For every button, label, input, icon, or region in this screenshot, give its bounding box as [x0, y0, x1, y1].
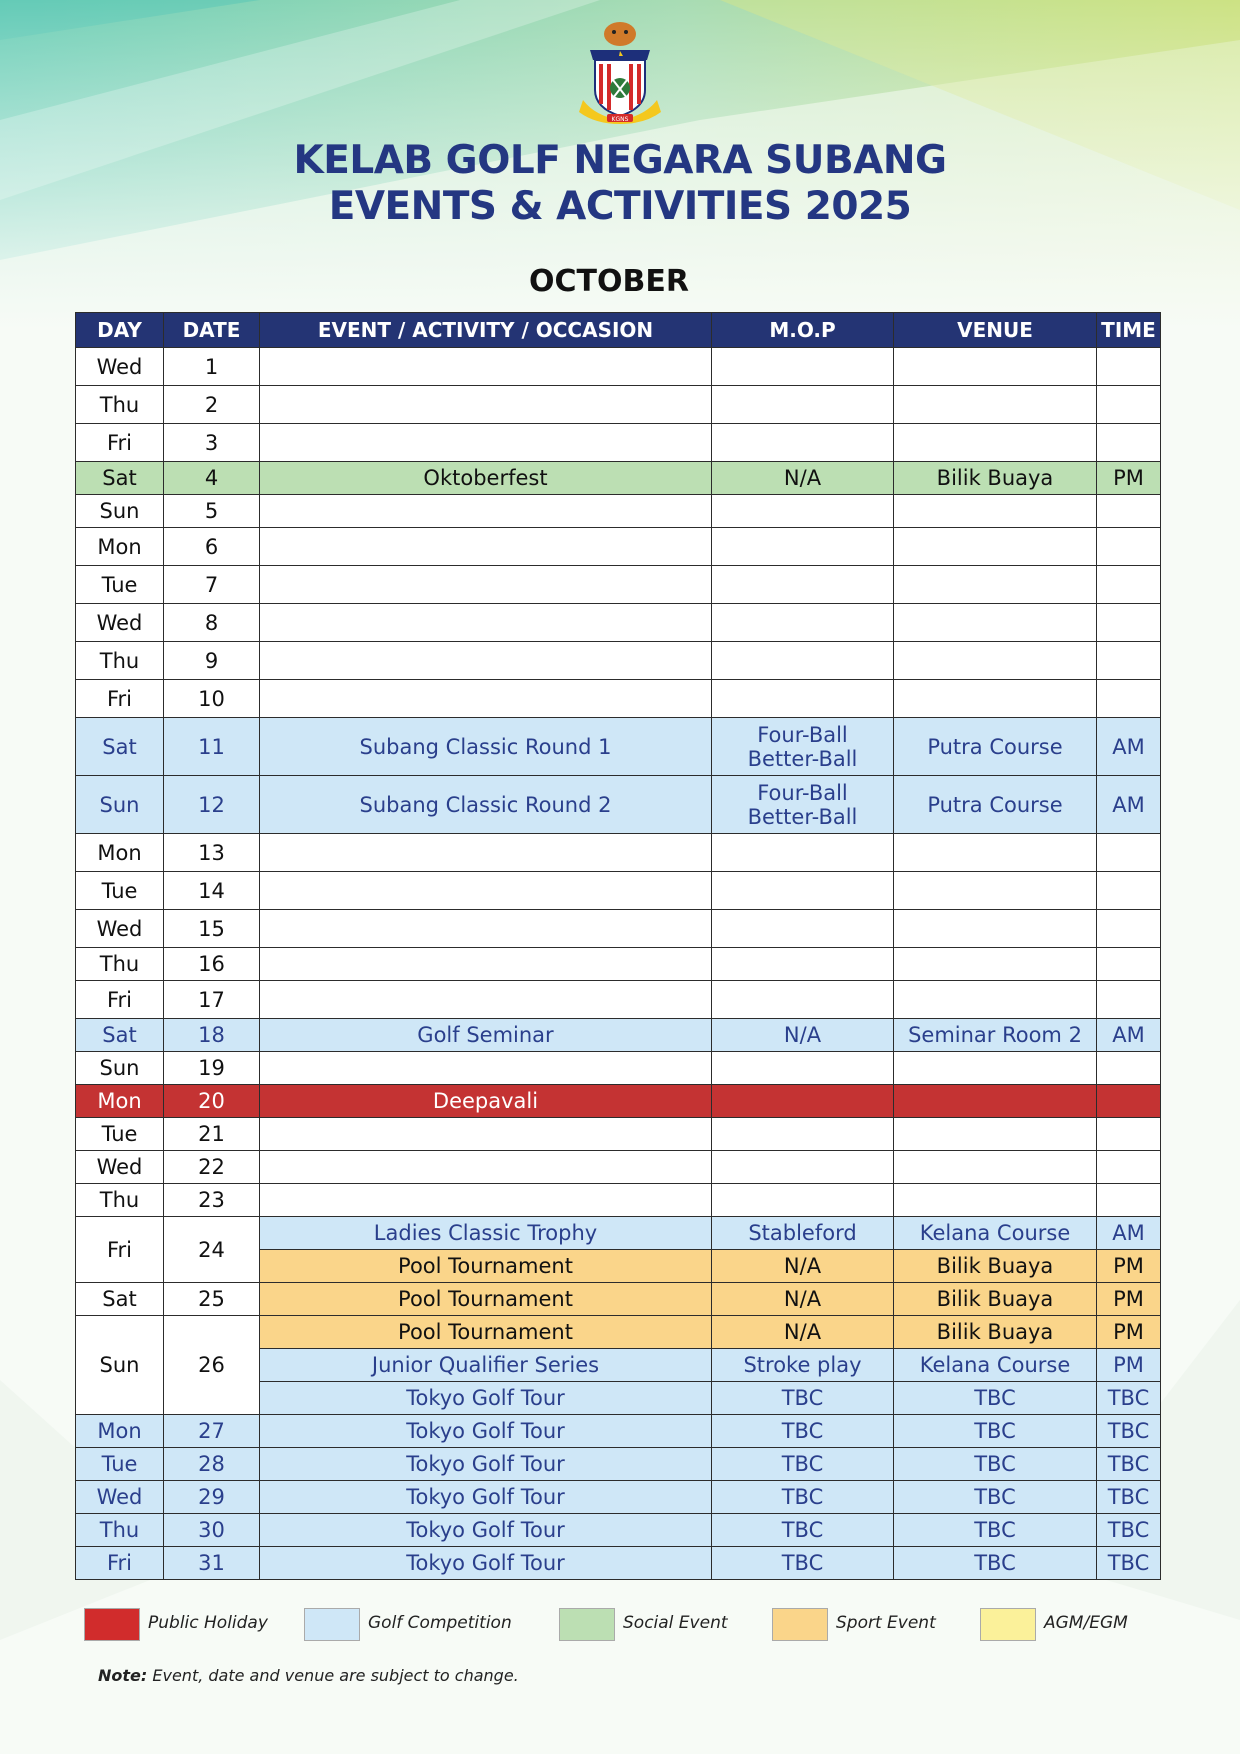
mop-cell: TBC: [712, 1547, 894, 1580]
time-cell: PM: [1097, 1250, 1161, 1283]
venue-cell: Bilik Buaya: [894, 1316, 1097, 1349]
date-cell: 31: [164, 1547, 260, 1580]
day-cell: Sun: [76, 495, 164, 528]
legend-label: Golf Competition: [368, 1613, 512, 1633]
day-cell: Thu: [76, 1184, 164, 1217]
svg-text:KGNS: KGNS: [611, 116, 629, 123]
time-cell: TBC: [1097, 1481, 1161, 1514]
day-cell: Wed: [76, 604, 164, 642]
mop-cell: TBC: [712, 1481, 894, 1514]
event-cell: [260, 604, 712, 642]
date-cell: 30: [164, 1514, 260, 1547]
table-row: [76, 1448, 1161, 1481]
mop-line: Four-Ball: [757, 780, 848, 805]
mop-cell: [712, 528, 894, 566]
table-row: [76, 1184, 1161, 1217]
column-header-day: DAY: [76, 313, 164, 348]
legend-swatch: [980, 1608, 1036, 1641]
date-cell: 29: [164, 1481, 260, 1514]
date-cell: 2: [164, 386, 260, 424]
date-cell: 18: [164, 1019, 260, 1052]
time-cell: [1097, 680, 1161, 718]
mop-cell: [712, 1118, 894, 1151]
event-cell: Subang Classic Round 1: [260, 718, 712, 776]
time-cell: [1097, 981, 1161, 1019]
table-row: [76, 1151, 1161, 1184]
legend-swatch: [304, 1608, 360, 1641]
day-cell: Sun: [76, 1052, 164, 1085]
event-cell: Tokyo Golf Tour: [260, 1382, 712, 1415]
column-header-date: DATE: [164, 313, 260, 348]
day-cell: Sun: [76, 1316, 164, 1415]
date-cell: 21: [164, 1118, 260, 1151]
time-cell: [1097, 1151, 1161, 1184]
table-row: [76, 1085, 1161, 1118]
mop-cell: TBC: [712, 1415, 894, 1448]
table-row: [76, 834, 1161, 872]
event-cell: Tokyo Golf Tour: [260, 1514, 712, 1547]
venue-cell: Bilik Buaya: [894, 1250, 1097, 1283]
time-cell: PM: [1097, 462, 1161, 495]
mop-cell: [712, 1052, 894, 1085]
mop-cell: [712, 1184, 894, 1217]
table-row: [76, 1019, 1161, 1052]
table-row: [76, 1547, 1161, 1580]
date-cell: 5: [164, 495, 260, 528]
venue-cell: Kelana Course: [894, 1217, 1097, 1250]
event-cell: [260, 872, 712, 910]
day-cell: Sat: [76, 1019, 164, 1052]
mop-cell: N/A: [712, 1316, 894, 1349]
table-row: [76, 1217, 1161, 1250]
mop-cell: TBC: [712, 1448, 894, 1481]
time-cell: [1097, 566, 1161, 604]
time-cell: [1097, 642, 1161, 680]
table-row: [76, 386, 1161, 424]
venue-cell: [894, 528, 1097, 566]
event-cell: Subang Classic Round 2: [260, 776, 712, 834]
page-title-line-2: EVENTS & ACTIVITIES 2025: [328, 184, 912, 229]
table-row: [76, 1514, 1161, 1547]
time-cell: [1097, 834, 1161, 872]
event-cell: Tokyo Golf Tour: [260, 1547, 712, 1580]
time-cell: [1097, 495, 1161, 528]
event-cell: Pool Tournament: [260, 1250, 712, 1283]
table-row: [76, 348, 1161, 386]
day-cell: Sat: [76, 462, 164, 495]
time-cell: [1097, 528, 1161, 566]
venue-cell: [894, 642, 1097, 680]
time-cell: PM: [1097, 1316, 1161, 1349]
day-cell: Sun: [76, 776, 164, 834]
table-row: [76, 948, 1161, 981]
time-cell: [1097, 1085, 1161, 1118]
mop-cell: [712, 834, 894, 872]
mop-cell: [712, 776, 894, 834]
event-cell: Deepavali: [260, 1085, 712, 1118]
date-cell: 13: [164, 834, 260, 872]
mop-cell: TBC: [712, 1514, 894, 1547]
date-cell: 16: [164, 948, 260, 981]
date-cell: 20: [164, 1085, 260, 1118]
mop-cell: [712, 386, 894, 424]
mop-cell: Stableford: [712, 1217, 894, 1250]
venue-cell: TBC: [894, 1514, 1097, 1547]
date-cell: 10: [164, 680, 260, 718]
time-cell: [1097, 872, 1161, 910]
day-cell: Tue: [76, 1118, 164, 1151]
event-cell: Golf Seminar: [260, 1019, 712, 1052]
venue-cell: [894, 348, 1097, 386]
month-heading: OCTOBER: [529, 264, 689, 299]
mop-cell: [712, 910, 894, 948]
event-cell: Pool Tournament: [260, 1316, 712, 1349]
time-cell: [1097, 604, 1161, 642]
event-cell: [260, 981, 712, 1019]
day-cell: Fri: [76, 1217, 164, 1283]
event-cell: [260, 424, 712, 462]
table-row: [76, 424, 1161, 462]
event-cell: [260, 566, 712, 604]
mop-cell: N/A: [712, 1019, 894, 1052]
date-cell: 24: [164, 1217, 260, 1283]
event-cell: [260, 386, 712, 424]
date-cell: 22: [164, 1151, 260, 1184]
date-cell: 19: [164, 1052, 260, 1085]
venue-cell: TBC: [894, 1547, 1097, 1580]
time-cell: AM: [1097, 1217, 1161, 1250]
venue-cell: [894, 1151, 1097, 1184]
table-row: [76, 1415, 1161, 1448]
time-cell: TBC: [1097, 1514, 1161, 1547]
table-row: [76, 872, 1161, 910]
event-cell: [260, 910, 712, 948]
time-cell: [1097, 948, 1161, 981]
time-cell: AM: [1097, 776, 1161, 834]
venue-cell: [894, 948, 1097, 981]
mop-cell: [712, 1085, 894, 1118]
time-cell: PM: [1097, 1349, 1161, 1382]
day-cell: Fri: [76, 424, 164, 462]
time-cell: TBC: [1097, 1547, 1161, 1580]
legend-label: AGM/EGM: [1044, 1613, 1128, 1633]
mop-cell: N/A: [712, 1283, 894, 1316]
event-cell: [260, 1184, 712, 1217]
venue-cell: Kelana Course: [894, 1349, 1097, 1382]
footnote-text: Event, date and venue are subject to change.: [152, 1666, 519, 1685]
events-table: [75, 312, 1161, 1580]
day-cell: Wed: [76, 910, 164, 948]
legend-label: Public Holiday: [148, 1613, 268, 1633]
event-cell: [260, 348, 712, 386]
event-cell: Tokyo Golf Tour: [260, 1448, 712, 1481]
event-cell: [260, 1118, 712, 1151]
mop-cell: [712, 1151, 894, 1184]
time-cell: TBC: [1097, 1448, 1161, 1481]
table-row: [76, 1118, 1161, 1151]
legend-swatch: [772, 1608, 828, 1641]
time-cell: PM: [1097, 1283, 1161, 1316]
date-cell: 6: [164, 528, 260, 566]
event-cell: [260, 1151, 712, 1184]
day-cell: Mon: [76, 528, 164, 566]
mop-line: Four-Ball: [757, 722, 848, 747]
time-cell: [1097, 424, 1161, 462]
venue-cell: TBC: [894, 1415, 1097, 1448]
venue-cell: TBC: [894, 1481, 1097, 1514]
date-cell: 4: [164, 462, 260, 495]
time-cell: TBC: [1097, 1382, 1161, 1415]
event-cell: [260, 495, 712, 528]
day-cell: Tue: [76, 566, 164, 604]
column-header-time: TIME: [1097, 313, 1161, 348]
mop-cell: [712, 424, 894, 462]
time-cell: [1097, 1118, 1161, 1151]
mop-cell: [712, 348, 894, 386]
footnote-label: Note:: [98, 1666, 148, 1685]
table-row: [76, 495, 1161, 528]
club-crest-logo: [575, 20, 665, 126]
date-cell: 9: [164, 642, 260, 680]
date-cell: 27: [164, 1415, 260, 1448]
time-cell: AM: [1097, 718, 1161, 776]
venue-cell: [894, 566, 1097, 604]
venue-cell: Seminar Room 2: [894, 1019, 1097, 1052]
event-cell: [260, 528, 712, 566]
venue-cell: [894, 1085, 1097, 1118]
event-cell: Ladies Classic Trophy: [260, 1217, 712, 1250]
venue-cell: [894, 680, 1097, 718]
mop-cell: Stroke play: [712, 1349, 894, 1382]
table-row: [76, 981, 1161, 1019]
table-row: [76, 718, 1161, 776]
table-row: [76, 566, 1161, 604]
day-cell: Mon: [76, 834, 164, 872]
legend: [0, 1608, 1240, 1644]
table-header-row: [76, 313, 1161, 348]
day-cell: Thu: [76, 948, 164, 981]
event-cell: [260, 642, 712, 680]
venue-cell: Putra Course: [894, 776, 1097, 834]
day-cell: Thu: [76, 1514, 164, 1547]
venue-cell: [894, 1184, 1097, 1217]
time-cell: [1097, 1184, 1161, 1217]
mop-cell: [712, 495, 894, 528]
table-row: [76, 910, 1161, 948]
venue-cell: [894, 981, 1097, 1019]
legend-swatch: [559, 1608, 615, 1641]
table-row: [76, 528, 1161, 566]
legend-label: Social Event: [623, 1613, 728, 1633]
table-row: [76, 776, 1161, 834]
date-cell: 8: [164, 604, 260, 642]
date-cell: 26: [164, 1316, 260, 1415]
day-cell: Sat: [76, 1283, 164, 1316]
venue-cell: TBC: [894, 1448, 1097, 1481]
venue-cell: Putra Course: [894, 718, 1097, 776]
mop-cell: [712, 680, 894, 718]
date-cell: 17: [164, 981, 260, 1019]
day-cell: Mon: [76, 1085, 164, 1118]
venue-cell: [894, 910, 1097, 948]
venue-cell: [894, 386, 1097, 424]
venue-cell: Bilik Buaya: [894, 1283, 1097, 1316]
table-row: [76, 680, 1161, 718]
date-cell: 1: [164, 348, 260, 386]
table-row: [76, 1316, 1161, 1349]
venue-cell: [894, 604, 1097, 642]
date-cell: 15: [164, 910, 260, 948]
legend-label: Sport Event: [836, 1613, 936, 1633]
time-cell: [1097, 1052, 1161, 1085]
date-cell: 11: [164, 718, 260, 776]
date-cell: 7: [164, 566, 260, 604]
time-cell: AM: [1097, 1019, 1161, 1052]
mop-cell: [712, 981, 894, 1019]
date-cell: 28: [164, 1448, 260, 1481]
day-cell: Tue: [76, 1448, 164, 1481]
table-row: [76, 1283, 1161, 1316]
mop-cell: N/A: [712, 1250, 894, 1283]
date-cell: 23: [164, 1184, 260, 1217]
day-cell: Thu: [76, 642, 164, 680]
column-header-mop: M.O.P: [712, 313, 894, 348]
mop-cell: [712, 718, 894, 776]
mop-cell: N/A: [712, 462, 894, 495]
mop-cell: [712, 566, 894, 604]
event-cell: Junior Qualifier Series: [260, 1349, 712, 1382]
time-cell: [1097, 348, 1161, 386]
mop-cell: TBC: [712, 1382, 894, 1415]
day-cell: Wed: [76, 1481, 164, 1514]
event-cell: [260, 680, 712, 718]
mop-cell: [712, 604, 894, 642]
day-cell: Fri: [76, 1547, 164, 1580]
mop-cell: [712, 872, 894, 910]
event-cell: [260, 834, 712, 872]
date-cell: 14: [164, 872, 260, 910]
column-header-venue: VENUE: [894, 313, 1097, 348]
day-cell: Thu: [76, 386, 164, 424]
day-cell: Mon: [76, 1415, 164, 1448]
venue-cell: Bilik Buaya: [894, 462, 1097, 495]
date-cell: 3: [164, 424, 260, 462]
page-title-line-1: KELAB GOLF NEGARA SUBANG: [293, 138, 947, 183]
event-cell: Pool Tournament: [260, 1283, 712, 1316]
legend-swatch: [84, 1608, 140, 1641]
column-header-event: EVENT / ACTIVITY / OCCASION: [260, 313, 712, 348]
day-cell: Wed: [76, 1151, 164, 1184]
footnote: [98, 1666, 519, 1685]
table-row: [76, 462, 1161, 495]
mop-line: Better-Ball: [747, 746, 858, 771]
mop-cell: [712, 642, 894, 680]
event-cell: [260, 948, 712, 981]
table-row: [76, 1052, 1161, 1085]
venue-cell: [894, 424, 1097, 462]
day-cell: Tue: [76, 872, 164, 910]
venue-cell: [894, 872, 1097, 910]
event-cell: Oktoberfest: [260, 462, 712, 495]
venue-cell: [894, 1118, 1097, 1151]
table-row: [76, 604, 1161, 642]
event-cell: Tokyo Golf Tour: [260, 1415, 712, 1448]
event-cell: Tokyo Golf Tour: [260, 1481, 712, 1514]
event-cell: [260, 1052, 712, 1085]
venue-cell: TBC: [894, 1382, 1097, 1415]
day-cell: Fri: [76, 981, 164, 1019]
time-cell: [1097, 386, 1161, 424]
date-cell: 12: [164, 776, 260, 834]
date-cell: 25: [164, 1283, 260, 1316]
day-cell: Fri: [76, 680, 164, 718]
table-row: [76, 1481, 1161, 1514]
venue-cell: [894, 834, 1097, 872]
time-cell: [1097, 910, 1161, 948]
time-cell: TBC: [1097, 1415, 1161, 1448]
table-row: [76, 642, 1161, 680]
day-cell: Wed: [76, 348, 164, 386]
venue-cell: [894, 495, 1097, 528]
mop-cell: [712, 948, 894, 981]
venue-cell: [894, 1052, 1097, 1085]
day-cell: Sat: [76, 718, 164, 776]
mop-line: Better-Ball: [747, 804, 858, 829]
